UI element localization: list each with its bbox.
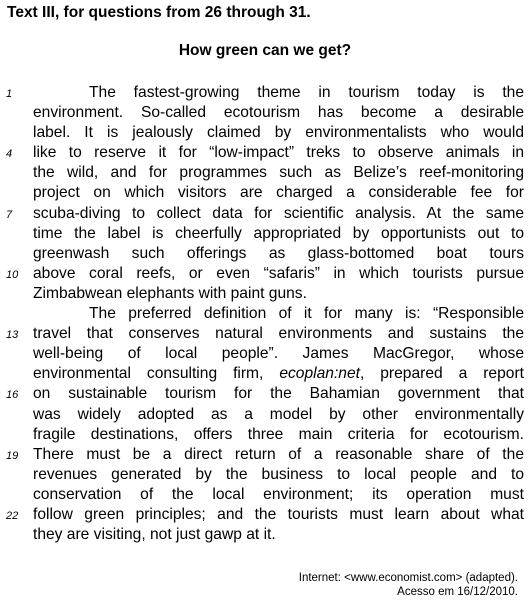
line-number: 13 [6,329,19,342]
line-text: greenwash such offerings as glass-bottomed boat tours [33,244,524,262]
line-text: they are visiting, not just gawp at it. [33,526,276,544]
line-text: label. It is jealously claimed by environmentalists who would [33,124,524,142]
line-number: 10 [6,268,19,281]
line-text: follow green principles; and the tourists must learn about what [33,505,524,523]
line-text: the wild, and for programmes such as Belize’s reef-monitoring [33,164,524,182]
text-line [33,224,524,244]
text-line [33,425,524,445]
text-line [33,183,524,203]
article-body [6,83,524,545]
line-text: was widely adopted as a model by other environmentally [33,405,524,423]
text-line [6,204,524,224]
source-access-date: Acesso em 16/12/2010. [397,586,518,598]
text-line [33,123,524,143]
line-text: revenues generated by the business to local people and to [33,465,524,483]
text-line [33,465,524,485]
firm-name: ecoplan:net [279,365,360,383]
text-line [6,384,524,404]
text-line [33,244,524,264]
article-title: How green can we get? [178,42,352,59]
text-line [6,505,524,525]
line-text: conservation of the local environment; its operation must [33,485,524,503]
text-line [33,364,524,384]
text-line [33,485,524,505]
line-text: like to reserve it for “low-impact” treks to observe animals in [33,144,524,162]
line-text: The fastest-growing theme in tourism today is the [89,84,524,101]
text-line [33,163,524,183]
line-text: above coral reefs, or even “safaris” in which tourists pursue [33,264,524,282]
text-line [33,103,524,123]
line-number: 16 [6,389,19,402]
text-line [6,83,524,103]
text-line [33,284,524,304]
line-number: 19 [6,449,19,462]
text-line [33,304,524,324]
line-text: fragile destinations, offers three main criteria for ecotourism. [33,425,524,443]
text-line [33,405,524,425]
section-heading: Text III, for questions from 26 through 31. [7,4,311,21]
line-text: well-being of local people”. James MacGregor, whose [33,345,524,363]
line-text: Zimbabwean elephants with paint guns. [33,284,307,302]
line-text: project on which visitors are charged a considerable fee for [33,184,524,202]
line-text: time the label is cheerfully appropriated by opportunists out to [33,224,524,242]
text-line [33,344,524,364]
text-line [33,525,524,545]
line-text: There must be a direct return of a reasonable share of the [33,445,524,463]
line-text: on sustainable tourism for the Bahamian government that [33,385,524,403]
line-text: travel that conserves natural environments and sustains the [33,325,524,343]
line-number: 1 [6,88,13,100]
line-text: The preferred definition of it for many is: “Responsible [89,305,524,323]
line-text: scuba-diving to collect data for scientific analysis. At the same [33,204,524,222]
text-line [6,143,524,163]
line-text: environmental consulting firm, ecoplan:net, prepared a report [33,365,524,383]
text-line [6,264,524,284]
text-line [6,445,524,465]
line-text: environment. So-called ecotourism has become a desirable [33,104,524,122]
source-url-line: Internet: <www.economist.com> (adapted). [298,572,518,584]
line-number: 4 [6,148,13,161]
line-number: 22 [6,509,19,522]
source-citation [299,571,518,599]
line-number: 7 [6,208,13,221]
text-line [6,324,524,344]
